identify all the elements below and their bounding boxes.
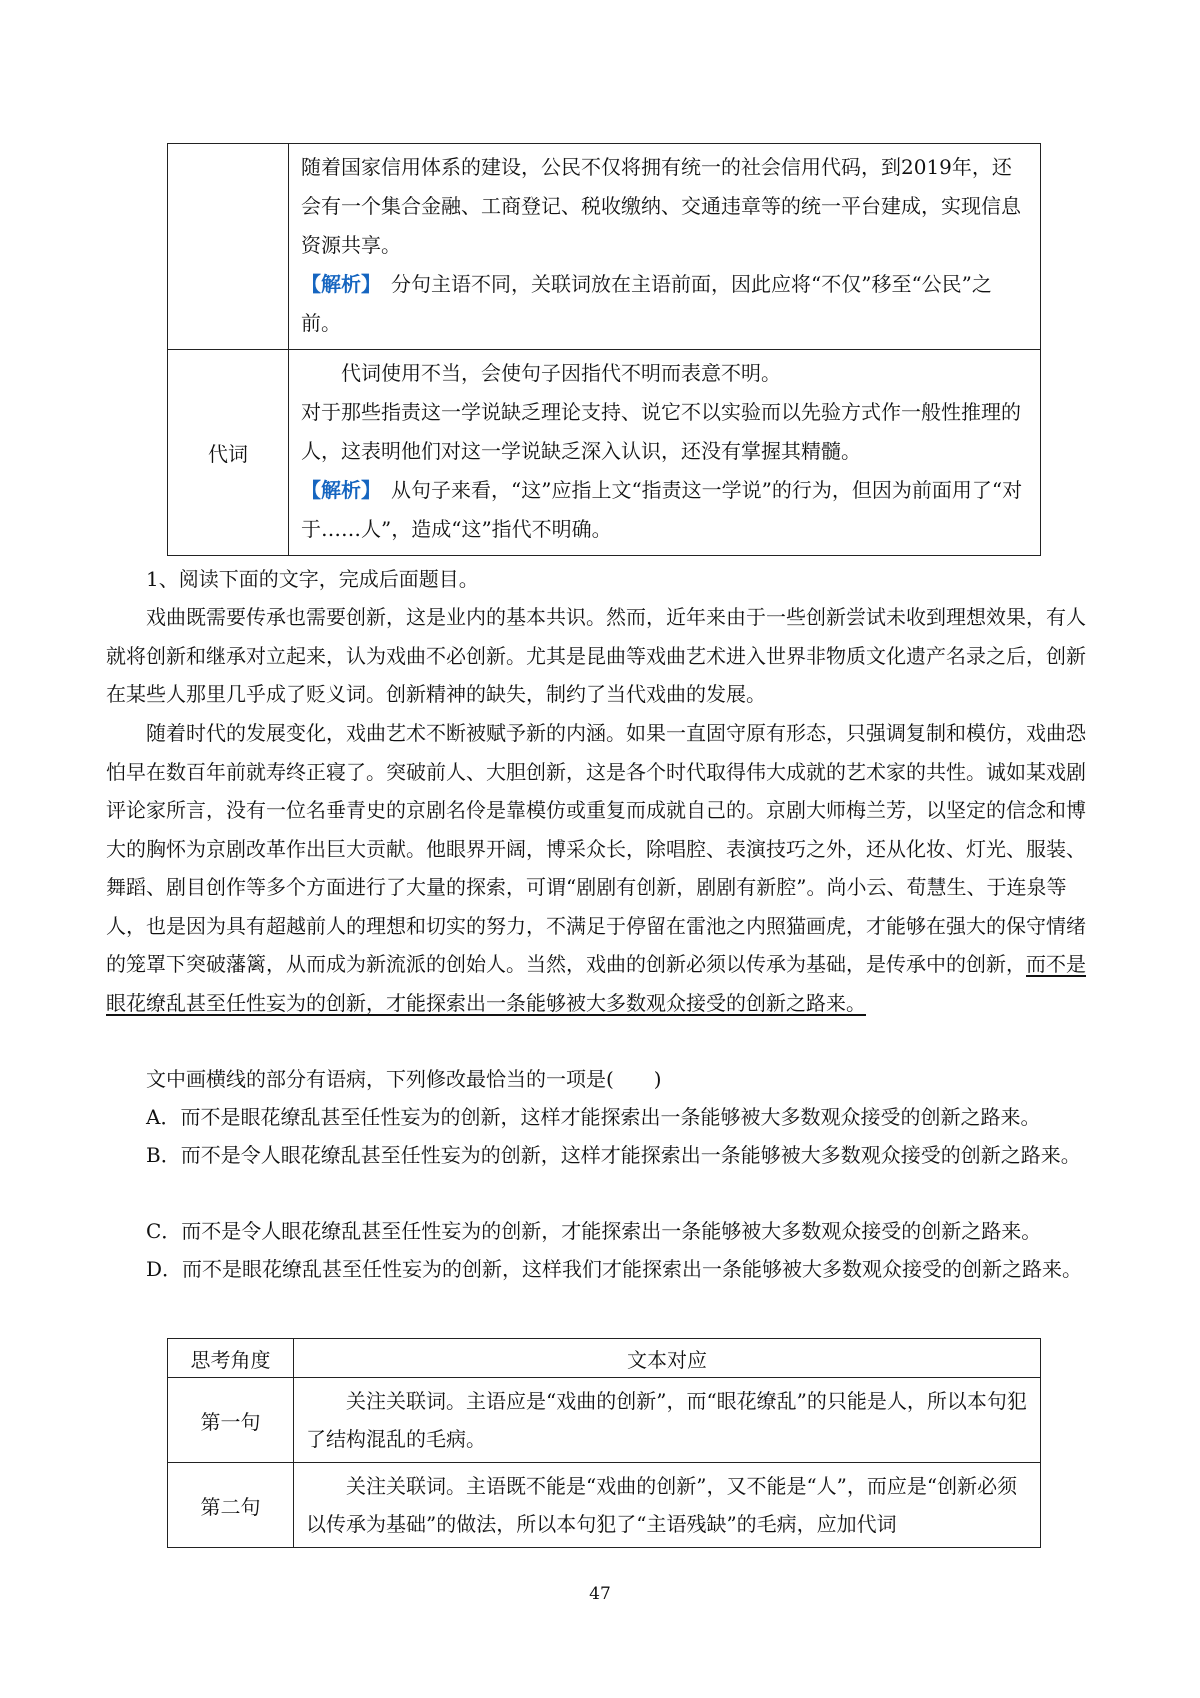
underlined-sentence: 而不是眼花缭乱甚至任性妄为的创新，才能探索出一条能够被大多数观众接受的创新之路来。: [106, 952, 1086, 1015]
table-row: [168, 1463, 1041, 1548]
table-row: [168, 144, 1041, 350]
analysis-table: [167, 1338, 1041, 1548]
question-stem: 文中画横线的部分有语病，下列修改最恰当的一项是( ): [146, 1067, 662, 1091]
passage-text: 随着时代的发展变化，戏曲艺术不断被赋予新的内涵。如果一直固守原有形态，只强调复制和模仿，戏曲恐怕早在数百年前就寿终正寝了。突破前人、大胆创新，这是各个时代取得伟大成就的艺术家的共性。诚如某戏剧评论家所言，没有一位名垂青史的京剧名伶是靠模仿或重复而成就自己的。京剧大师梅兰芳，以坚定的信念和博大的胸怀为京剧改革作出巨大贡献。他眼界开阔，博采众长，除唱腔、表演技巧之外，还从化妆、灯光、服装、舞蹈、剧目创作等多个方面进行了大量的探索，可谓“剧剧有创新，剧剧有新腔”。尚小云、荀慧生、于连泉等人，也是因为具有超越前人的理想和切实的努力，不满足于停留在雷池之内照猫画虎，才能够在强大的保守情绪的笼罩下突破藩篱，从而成为新流派的创始人。当然，戏曲的创新必须以传承为基础，是传承中的创新，: [106, 721, 1086, 976]
row-text: 关注关联词。主语既不能是“戏曲的创新”，又不能是“人”，而应是“创新必须以传承为基础”的做法，所以本句犯了“主语残缺”的毛病，应加代词: [294, 1463, 1041, 1548]
analysis-text: 分句主语不同，关联词放在主语前面，因此应将“不仅”移至“公民”之前。: [301, 272, 992, 335]
category-cell: 代词: [168, 350, 289, 556]
row-label: 第二句: [168, 1463, 294, 1548]
analysis: [301, 265, 1028, 343]
option-d: D．而不是眼花缭乱甚至任性妄为的创新，这样我们才能探索出一条能够被大多数观众接受的创新之路来。: [146, 1257, 1083, 1281]
example-sentence: 对于那些指责这一学说缺乏理论支持、说它不以实验而以先验方式作一般性推理的人，这表明他们对这一学说缺乏深入认识，还没有掌握其精髓。: [301, 400, 1021, 463]
passage-paragraph: [106, 714, 1100, 1022]
content-cell: [289, 144, 1041, 350]
analysis-label: 【解析】: [301, 478, 371, 502]
row-label: 第一句: [168, 1378, 294, 1463]
header-cell: 思考角度: [168, 1339, 294, 1378]
rule-intro: 代词使用不当，会使句子因指代不明而表意不明。: [341, 361, 781, 385]
table-row: [168, 1378, 1041, 1463]
option-c: C．而不是令人眼花缭乱甚至任性妄为的创新，才能探索出一条能够被大多数观众接受的创新之路来。: [146, 1219, 1042, 1243]
header-cell: 文本对应: [294, 1339, 1041, 1378]
page-number: 47: [589, 1584, 611, 1604]
passage-paragraph: 戏曲既需要传承也需要创新，这是业内的基本共识。然而，近年来由于一些创新尝试未收到理想效果，有人就将创新和继承对立起来，认为戏曲不必创新。尤其是昆曲等戏曲艺术进入世界非物质文化遗产名录之后，创新在某些人那里几乎成了贬义词。创新精神的缺失，制约了当代戏曲的发展。: [106, 605, 1086, 706]
analysis: [301, 471, 1028, 549]
question-title: 1、阅读下面的文字，完成后面题目。: [146, 567, 479, 591]
category-cell: [168, 144, 289, 350]
table-row: [168, 350, 1041, 556]
grammar-table: [167, 143, 1041, 556]
content-cell: [289, 350, 1041, 556]
analysis-text: 从句子来看，“这”应指上文“指责这一学说”的行为，但因为前面用了“对于……人”，造成“这”指代不明确。: [301, 478, 1023, 541]
option-a: A．而不是眼花缭乱甚至任性妄为的创新，这样才能探索出一条能够被大多数观众接受的创新之路来。: [146, 1105, 1041, 1129]
example-sentence: 随着国家信用体系的建设，公民不仅将拥有统一的社会信用代码，到2019年，还会有一个集合金融、工商登记、税收缴纳、交通违章等的统一平台建成，实现信息资源共享。: [301, 155, 1021, 257]
table-header-row: [168, 1339, 1041, 1378]
option-b: B．而不是令人眼花缭乱甚至任性妄为的创新，这样才能探索出一条能够被大多数观众接受的创新之路来。: [146, 1143, 1081, 1167]
row-text: 关注关联词。主语应是“戏曲的创新”，而“眼花缭乱”的只能是人，所以本句犯了结构混乱的毛病。: [294, 1378, 1041, 1463]
analysis-label: 【解析】: [301, 272, 371, 296]
